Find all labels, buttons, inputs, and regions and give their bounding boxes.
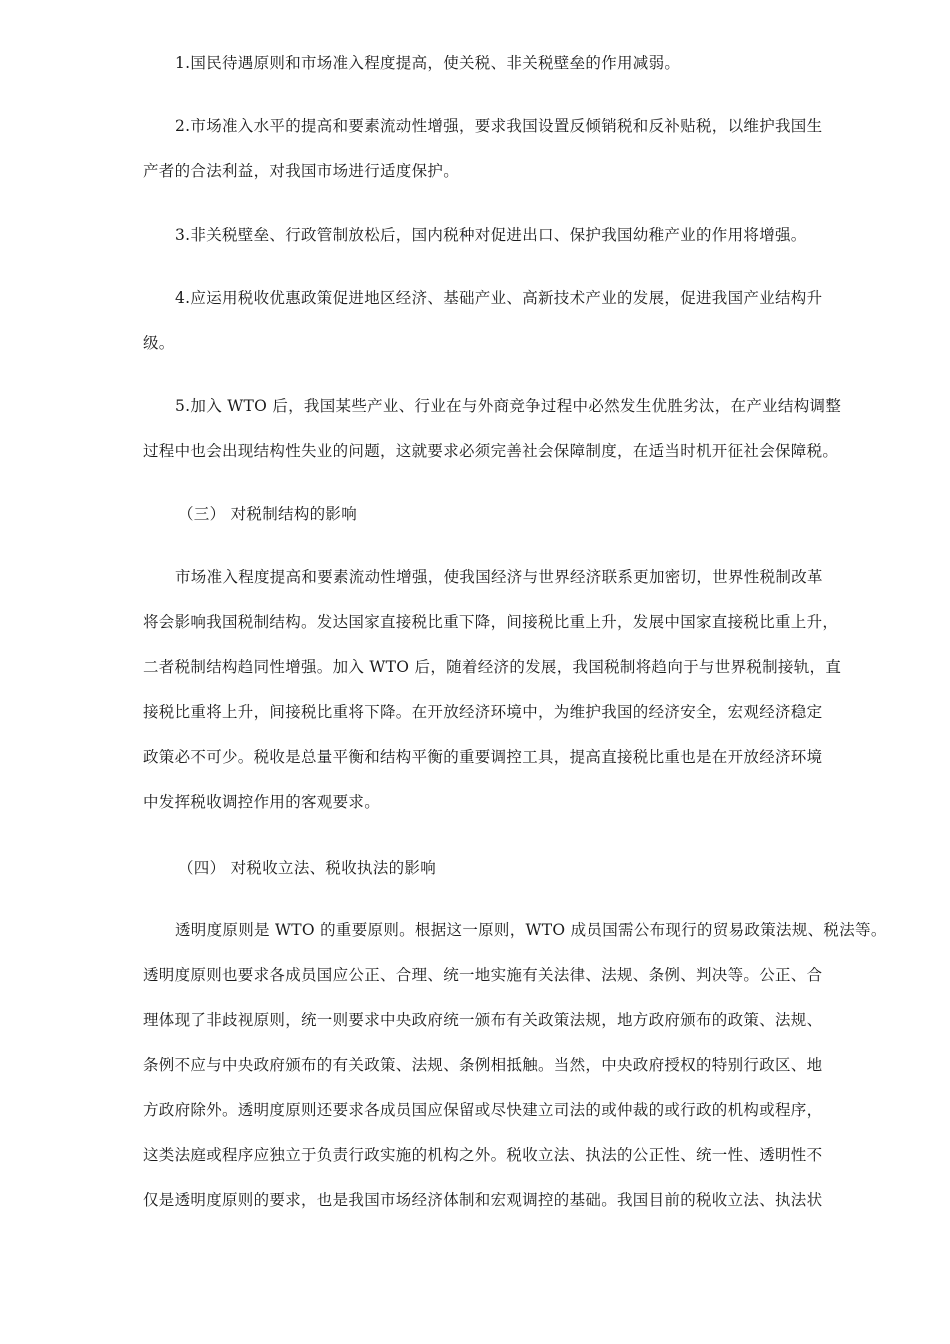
- paragraph-line: 5.加入 WTO 后，我国某些产业、行业在与外商竞争过程中必然发生优胜劣汰，在产业结构调整: [175, 397, 842, 415]
- paragraph-line: 接税比重将上升，间接税比重将下降。在开放经济环境中，为维护我国的经济安全，宏观经济稳定: [143, 703, 823, 721]
- paragraph-line: 中发挥税收调控作用的客观要求。: [143, 793, 381, 811]
- paragraph-line: 3.非关税壁垒、行政管制放松后，国内税种对促进出口、保护我国幼稚产业的作用将增强。: [175, 226, 807, 244]
- section-heading: （四） 对税收立法、税收执法的影响: [178, 859, 437, 877]
- paragraph-line: 将会影响我国税制结构。发达国家直接税比重下降，间接税比重上升，发展中国家直接税比重上升，: [143, 613, 839, 631]
- paragraph-line: 理体现了非歧视原则，统一则要求中央政府统一颁布有关政策法规，地方政府颁布的政策、法规、: [143, 1011, 823, 1029]
- paragraph-line: 4.应运用税收优惠政策促进地区经济、基础产业、高新技术产业的发展，促进我国产业结构升: [175, 289, 823, 307]
- paragraph-line: 二者税制结构趋同性增强。加入 WTO 后，随着经济的发展，我国税制将趋向于与世界税制接轨，直: [143, 658, 842, 676]
- paragraph-line: 2.市场准入水平的提高和要素流动性增强，要求我国设置反倾销税和反补贴税，以维护我国生: [175, 117, 823, 135]
- paragraph-line: 透明度原则是 WTO 的重要原则。根据这一原则，WTO 成员国需公布现行的贸易政策法规、税法等。: [175, 921, 887, 939]
- paragraph-line: 条例不应与中央政府颁布的有关政策、法规、条例相抵触。当然，中央政府授权的特别行政区、地: [143, 1056, 823, 1074]
- paragraph-line: 方政府除外。透明度原则还要求各成员国应保留或尽快建立司法的或仲裁的或行政的机构或程序，: [143, 1101, 823, 1119]
- paragraph-line: 产者的合法利益，对我国市场进行适度保护。: [143, 162, 460, 180]
- paragraph-line: 透明度原则也要求各成员国应公正、合理、统一地实施有关法律、法规、条例、判决等。公正、合: [143, 966, 823, 984]
- paragraph-line: 仅是透明度原则的要求，也是我国市场经济体制和宏观调控的基础。我国目前的税收立法、执法状: [143, 1191, 823, 1209]
- paragraph-line: 1.国民待遇原则和市场准入程度提高，使关税、非关税壁垒的作用减弱。: [175, 54, 681, 72]
- paragraph-line: 这类法庭或程序应独立于负责行政实施的机构之外。税收立法、执法的公正性、统一性、透明性不: [143, 1146, 823, 1164]
- paragraph-line: 市场准入程度提高和要素流动性增强，使我国经济与世界经济联系更加密切，世界性税制改革: [175, 568, 823, 586]
- paragraph-line: 级。: [143, 334, 175, 352]
- paragraph-line: 过程中也会出现结构性失业的问题，这就要求必须完善社会保障制度，在适当时机开征社会保障税。: [143, 442, 839, 460]
- paragraph-line: 政策必不可少。税收是总量平衡和结构平衡的重要调控工具，提高直接税比重也是在开放经济环境: [143, 748, 823, 766]
- section-heading: （三） 对税制结构的影响: [178, 505, 358, 523]
